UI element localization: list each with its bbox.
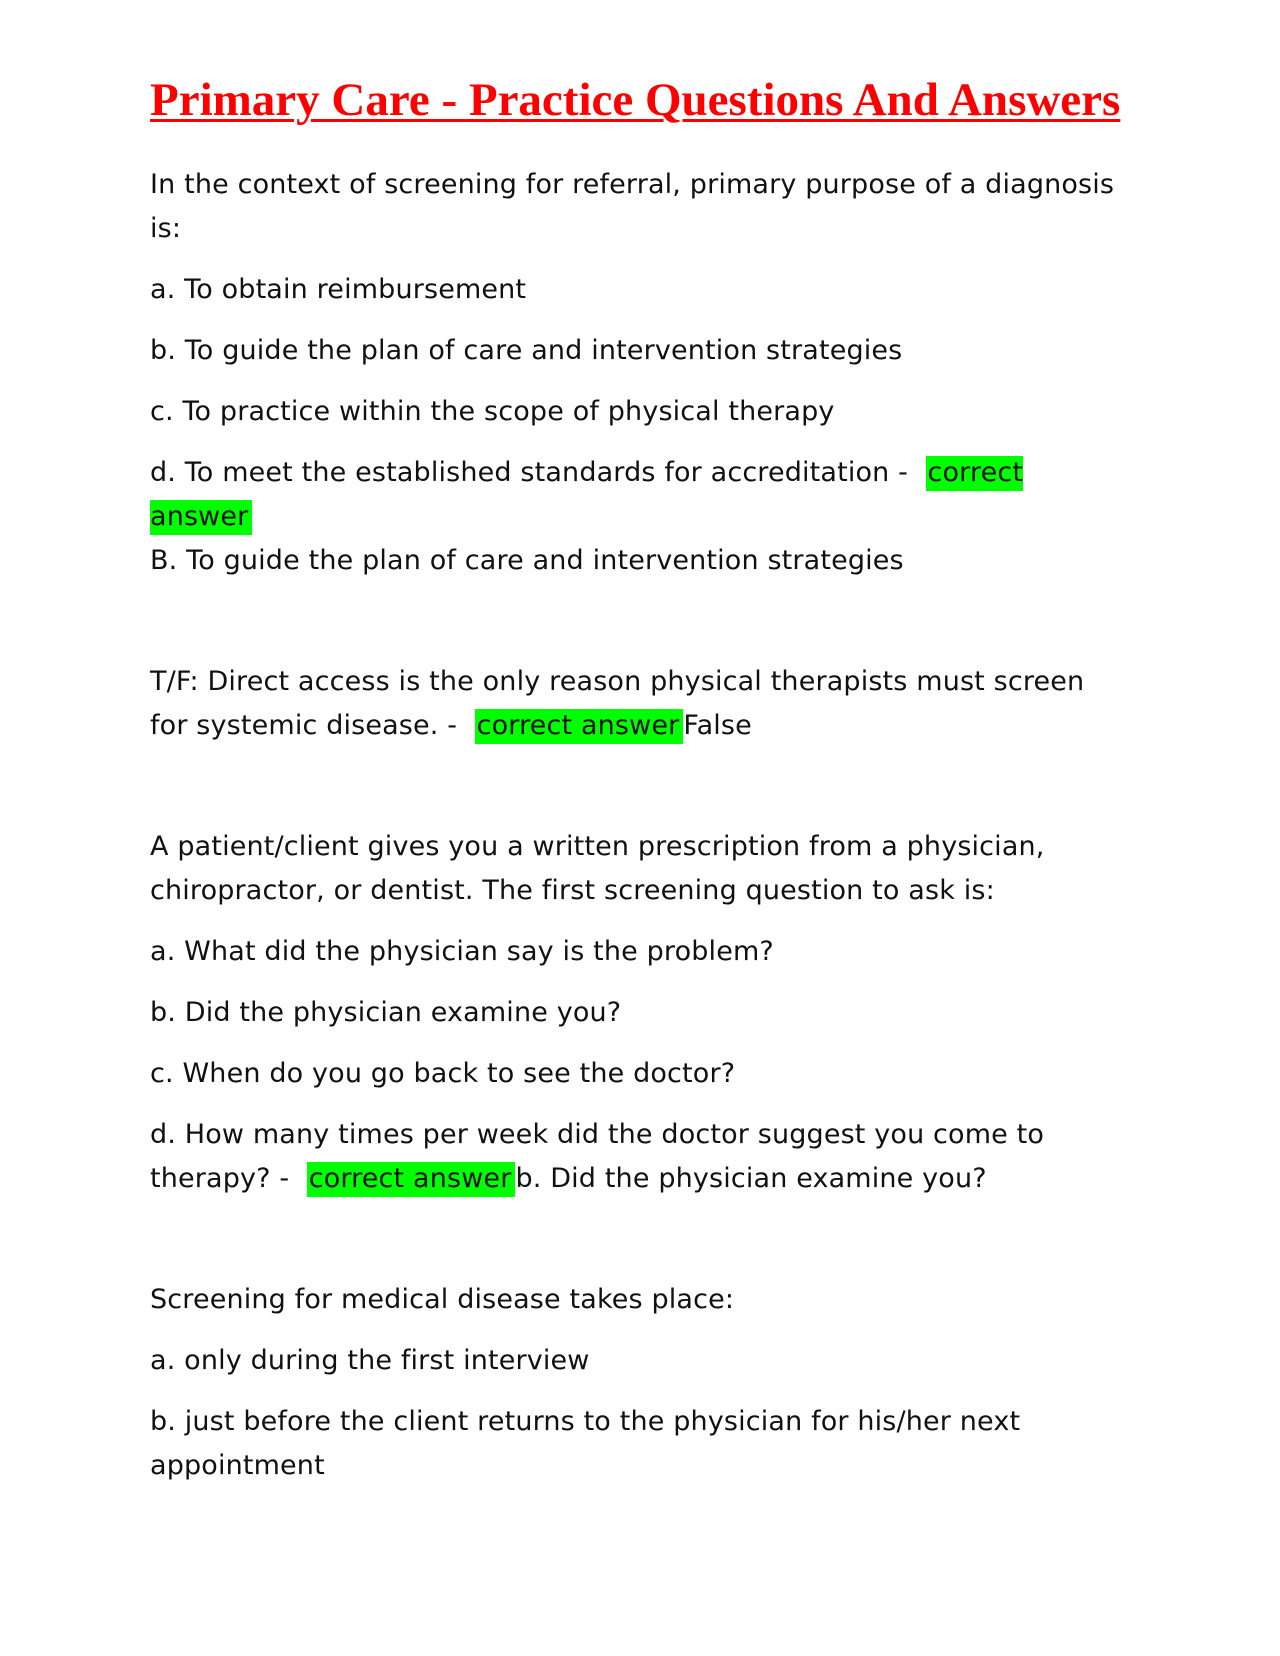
question-stem: A patient/client gives you a written prescription from a physician, chiropractor, or dentist. The first screening question to ask is: xyxy=(150,831,1045,906)
correct-answer-text: B. To guide the plan of care and intervention strategies xyxy=(150,545,904,576)
answer-option: b. just before the client returns to the physician for his/her next appointment xyxy=(150,1406,1021,1481)
answer-option: b. To guide the plan of care and intervention strategies xyxy=(150,335,903,366)
question-stem: In the context of screening for referral, primary purpose of a diagnosis is: xyxy=(150,169,1115,244)
answer-option: b. Did the physician examine you? xyxy=(150,997,622,1028)
answer-option: a. What did the physician say is the problem? xyxy=(150,936,774,967)
answer-option: d. To meet the established standards for accreditation - xyxy=(150,457,909,488)
answer-option: c. When do you go back to see the doctor? xyxy=(150,1058,736,1089)
answer-option: d. How many times per week did the doctor suggest you come to therapy? - xyxy=(150,1119,1045,1194)
answer-option: a. To obtain reimbursement xyxy=(150,274,527,305)
question-with-answer xyxy=(150,660,1130,748)
correct-answer-highlight: correct answer xyxy=(150,456,1023,535)
question-stem: T/F: Direct access is the only reason physical therapists must screen for systemic disease. - xyxy=(150,666,1085,741)
answer-option-with-answer xyxy=(150,1113,1130,1201)
correct-answer-text: b. Did the physician examine you? xyxy=(515,1163,987,1194)
correct-answer-text: False xyxy=(683,710,752,741)
correct-answer-highlight: correct answer xyxy=(307,1162,516,1197)
correct-answer-highlight: correct answer xyxy=(475,709,684,744)
document-title: Primary Care - Practice Questions And Answers xyxy=(150,74,1121,126)
answer-option: a. only during the first interview xyxy=(150,1345,590,1376)
question-stem: Screening for medical disease takes place: xyxy=(150,1284,735,1315)
answer-option: c. To practice within the scope of physical therapy xyxy=(150,396,835,427)
document-page xyxy=(150,72,1130,1505)
answer-option-with-answer xyxy=(150,451,1130,583)
